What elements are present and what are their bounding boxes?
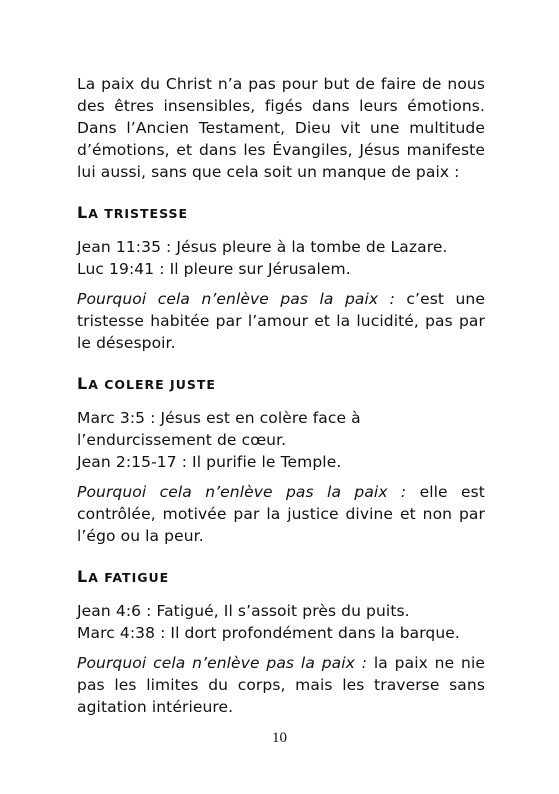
scripture-reference: Marc 3:5 : Jésus est en colère face à l’endurcissement de cœur. — [77, 409, 361, 449]
section-fatigue — [77, 567, 485, 718]
heading-initial: L — [77, 374, 89, 393]
page-content — [77, 73, 485, 738]
intro-paragraph: La paix du Christ n’a pas pour but de faire de nous des êtres insensibles, figés dans leurs émotions. Dans l’Ancien Testament, Dieu vit une multitude d’émotions, et dans les Évangiles, Jésus manifeste lui aussi, sans que cela soit un manque de paix : — [77, 75, 485, 181]
explanation-text: elle est contrôlée, motivée par la justice divine et non par l’égo ou la peur. — [77, 483, 485, 545]
scripture-references — [77, 236, 485, 280]
section-tristesse — [77, 203, 485, 354]
heading-rest: A FATIGUE — [88, 570, 170, 585]
explanation-text: c’est une tristesse habitée par l’amour et la lucidité, pas par le désespoir. — [77, 290, 485, 352]
scripture-reference: Jean 11:35 : Jésus pleure à la tombe de Lazare. — [77, 238, 448, 256]
heading-initial: L — [77, 567, 89, 586]
explanation-paragraph — [77, 288, 485, 354]
scripture-references — [77, 407, 485, 473]
scripture-reference: Luc 19:41 : Il pleure sur Jérusalem. — [77, 260, 351, 278]
scripture-reference: Jean 2:15-17 : Il purifie le Temple. — [77, 453, 342, 471]
page-number: 10 — [272, 730, 287, 746]
scripture-reference: Jean 4:6 : Fatigué, Il s’assoit près du puits. — [77, 602, 410, 620]
explanation-paragraph — [77, 481, 485, 547]
section-heading — [77, 567, 485, 588]
heading-initial: L — [77, 203, 89, 222]
section-colere-juste — [77, 374, 485, 547]
explanation-lead: Pourquoi cela n’enlève pas la paix : — [77, 654, 368, 672]
heading-rest: A TRISTESSE — [88, 206, 189, 221]
explanation-text: la paix ne nie pas les limites du corps, mais les traverse sans agitation intérieure. — [77, 654, 486, 716]
explanation-paragraph — [77, 652, 485, 718]
section-heading — [77, 374, 485, 395]
heading-rest: A COLERE JUSTE — [88, 377, 216, 392]
explanation-lead: Pourquoi cela n’enlève pas la paix : — [77, 290, 395, 308]
scripture-references — [77, 600, 485, 644]
explanation-lead: Pourquoi cela n’enlève pas la paix : — [77, 483, 407, 501]
section-heading — [77, 203, 485, 224]
scripture-reference: Marc 4:38 : Il dort profondément dans la barque. — [77, 624, 460, 642]
